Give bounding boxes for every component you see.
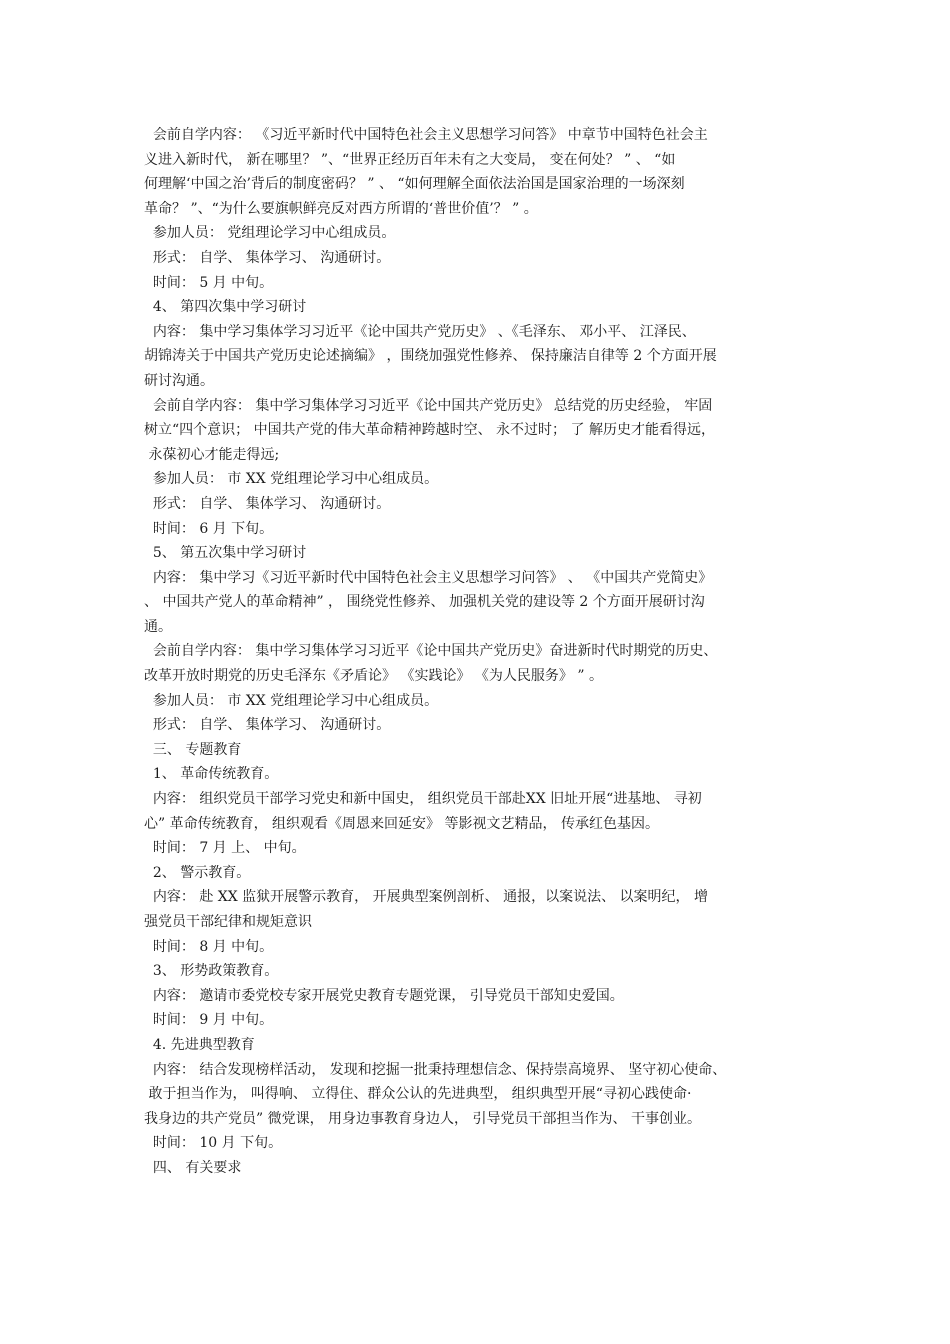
text-line: 通。: [144, 618, 172, 635]
text-line: 会前自学内容： 集中学习集体学习习近平《论中国共产党历史》奋进新时代时期党的历史、: [144, 643, 718, 660]
text-line: 1、 革命传统教育。: [144, 766, 279, 783]
text-line: 会前自学内容： 《习近平新时代中国特色社会主义思想学习问答》 中章节中国特色社会主: [144, 127, 708, 143]
text-line: 时间： 6 月 下旬。: [144, 520, 274, 537]
text-line: 时间： 9 月 中旬。: [144, 1012, 274, 1029]
document-body: [144, 123, 808, 1181]
text-line: 时间： 8 月 中旬。: [144, 938, 274, 955]
text-line: 、 中国共产党人的革命精神” ， 围绕党性修养、 加强机关党的建设等 2 个方面开展研讨沟: [144, 594, 705, 611]
text-line: 参加人员： 市 XX 党组理论学习中心组成员。: [144, 692, 439, 709]
text-line: 内容： 赴 XX 监狱开展警示教育， 开展典型案例剖析、 通报，以案说法、 以案明纪， 增: [144, 889, 708, 906]
text-line: 改革开放时期党的历史毛泽东《矛盾论》 《实践论》 《为人民服务》 ” 。: [144, 668, 603, 685]
text-line: 4. 先进典型教育: [144, 1036, 255, 1053]
text-line: 四、 有关要求: [144, 1159, 242, 1176]
text-line: 时间： 10 月 下旬。: [144, 1135, 283, 1152]
text-line: 义进入新时代， 新在哪里？ ”、“世界正经历百年未有之大变局， 变在何处？ ” 、 “如: [144, 151, 676, 168]
text-line: 形式： 自学、 集体学习、 沟通研讨。: [144, 249, 391, 266]
text-line: 参加人员： 党组理论学习中心组成员。: [144, 225, 396, 242]
text-line: 胡锦涛关于中国共产党历史论述摘编》 ，围绕加强党性修养、 保持廉洁自律等 2 个方面开展: [144, 348, 717, 365]
text-line: 内容： 邀请市委党校专家开展党史教育专题党课， 引导党员干部知史爱国。: [144, 987, 624, 1004]
text-line: 革命？ ”、“为什么要旗帜鲜亮反对西方所谓的‘普世价值’？ ” 。: [144, 200, 538, 217]
text-line: 树立“四个意识； 中国共产党的伟大革命精神跨越时空、 永不过时； 了 解历史才能看得远，: [144, 422, 715, 439]
text-line: 永葆初心才能走得远;: [144, 446, 280, 463]
text-line: 心” 革命传统教育， 组织观看《周恩来回延安》 等影视文艺精品， 传承红色基因。: [144, 815, 659, 832]
text-line: 3、 形势政策教育。: [144, 963, 279, 980]
text-line: 研讨沟通。: [144, 372, 214, 389]
text-line: 内容： 集中学习《习近平新时代中国特色社会主义思想学习问答》 、 《中国共产党简史》: [144, 569, 713, 586]
text-line: 何理解‘中国之治’背后的制度密码？ ” 、 “如何理解全面依法治国是国家治理的一场深刻: [144, 176, 685, 193]
text-line: 会前自学内容： 集中学习集体学习习近平《论中国共产党历史》 总结党的历史经验， 牢固: [144, 397, 713, 414]
text-line: 形式： 自学、 集体学习、 沟通研讨。: [144, 717, 391, 734]
text-line: 三、 专题教育: [144, 741, 242, 758]
text-line: 4、 第四次集中学习研讨: [144, 299, 307, 316]
text-line: 形式： 自学、 集体学习、 沟通研讨。: [144, 495, 391, 512]
text-line: 时间： 5 月 中旬。: [144, 274, 274, 291]
text-line: 2、 警示教育。: [144, 864, 251, 881]
text-line: 敢于担当作为， 叫得响、 立得住、群众公认的先进典型， 组织典型开展“寻初心践使命·: [144, 1086, 692, 1103]
text-line: 我身边的共产党员” 微党课， 用身边事教育身边人， 引导党员干部担当作为、 干事创业。: [144, 1110, 701, 1127]
text-line: 强党员干部纪律和规矩意识: [144, 914, 312, 930]
text-line: 5、 第五次集中学习研讨: [144, 545, 307, 562]
text-line: 内容： 集中学习集体学习习近平《论中国共产党历史》 、《毛泽东、 邓小平、 江泽民、: [144, 323, 696, 340]
text-line: 内容： 组织党员干部学习党史和新中国史， 组织党员干部赴XX 旧址开展“进基地、 寻初: [144, 791, 702, 808]
text-line: 参加人员： 市 XX 党组理论学习中心组成员。: [144, 471, 439, 488]
text-line: 内容： 结合发现榜样活动， 发现和挖掘一批秉持理想信念、保持崇高境界、 坚守初心使命、: [144, 1061, 727, 1078]
text-line: 时间： 7 月 上、 中旬。: [144, 840, 306, 857]
